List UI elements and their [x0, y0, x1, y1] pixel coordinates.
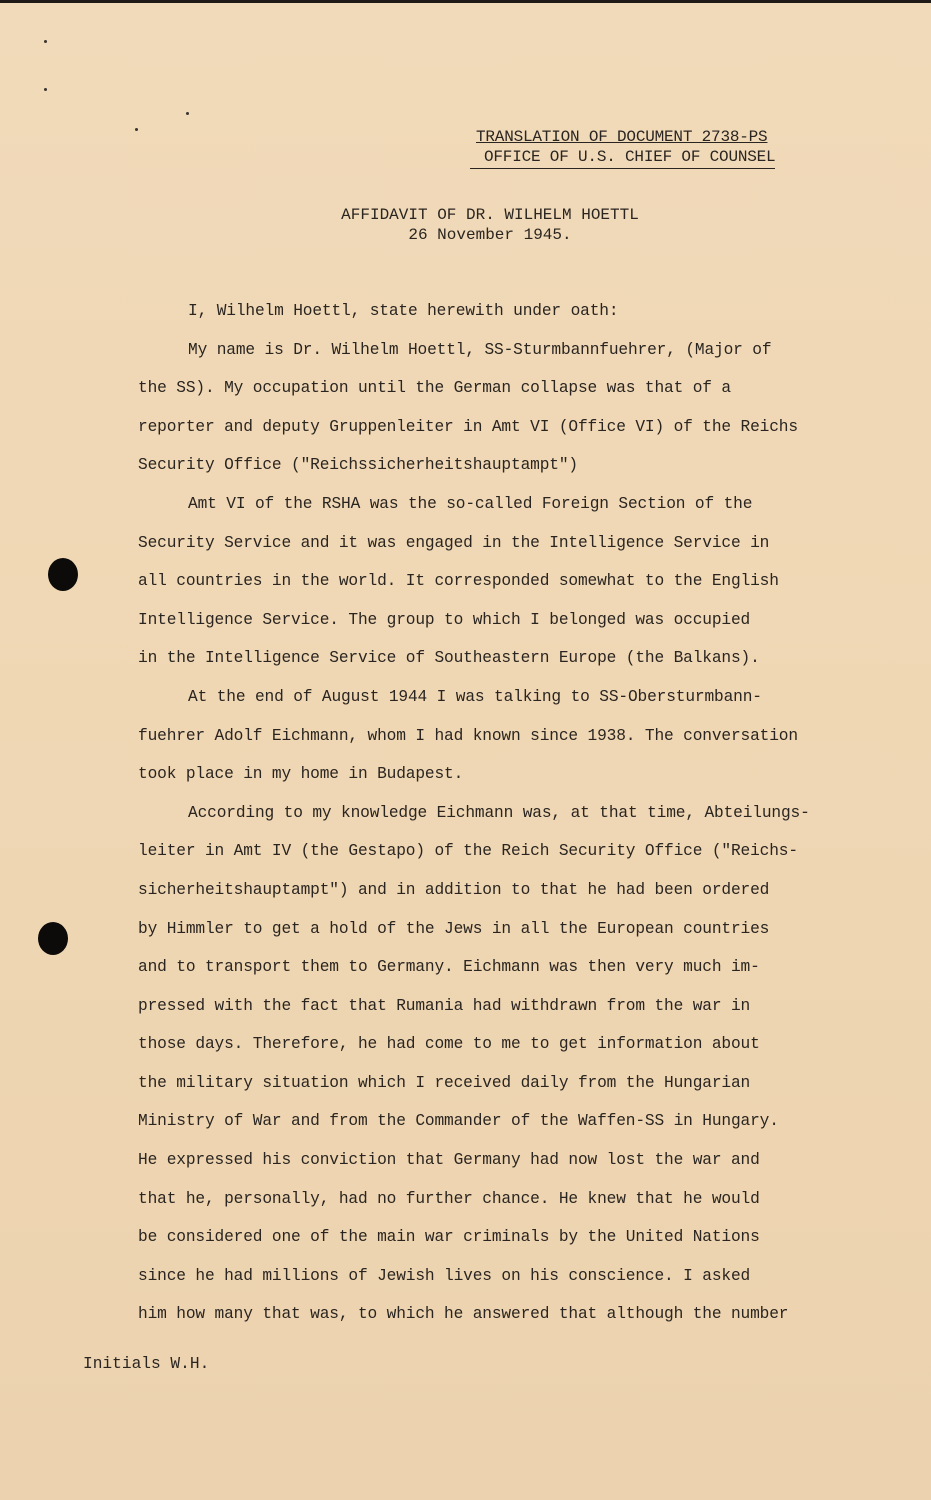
- body-line: the SS). My occupation until the German collapse was that of a: [138, 379, 731, 398]
- body-line: the military situation which I received daily from the Hungarian: [138, 1073, 751, 1092]
- body-line: My name is Dr. Wilhelm Hoettl, SS-Sturmbannfuehrer, (Major of: [188, 340, 772, 359]
- body-line: Ministry of War and from the Commander of the Waffen-SS in Hungary.: [138, 1112, 779, 1131]
- body-line: in the Intelligence Service of Southeastern Europe (the Balkans).: [138, 649, 760, 668]
- title-line: AFFIDAVIT OF DR. WILHELM HOETTL: [341, 206, 639, 224]
- body-line: and to transport them to Germany. Eichmann was then very much im-: [138, 958, 760, 977]
- header-translation-line: TRANSLATION OF DOCUMENT 2738-PS: [476, 128, 768, 146]
- body-line: I, Wilhelm Hoettl, state herewith under oath:: [188, 302, 619, 320]
- body-line: Security Office ("Reichssicherheitshauptampt"): [138, 456, 578, 475]
- header-office-line: OFFICE OF U.S. CHIEF OF COUNSEL: [470, 147, 775, 169]
- affidavit-title: [250, 205, 730, 245]
- paper-speck: [44, 40, 47, 43]
- body-line: reporter and deputy Gruppenleiter in Amt VI (Office VI) of the Reichs: [138, 417, 798, 436]
- body-line: all countries in the world. It corresponded somewhat to the English: [138, 572, 779, 591]
- body-line: At the end of August 1944 I was talking to SS-Obersturmbann-: [188, 687, 762, 706]
- paper-speck: [135, 128, 138, 131]
- body-line: Intelligence Service. The group to which I belonged was occupied: [138, 610, 751, 629]
- body-line: that he, personally, had no further chance. He knew that he would: [138, 1189, 760, 1208]
- footer-initials: Initials W.H.: [83, 1355, 210, 1373]
- body-line: Amt VI of the RSHA was the so-called Foreign Section of the: [188, 494, 753, 513]
- document-header: [470, 127, 790, 169]
- body-line: him how many that was, to which he answered that although the number: [138, 1305, 789, 1324]
- punch-hole-top: [48, 558, 78, 591]
- punch-hole-bottom: [38, 922, 68, 955]
- body-line: leiter in Amt IV (the Gestapo) of the Reich Security Office ("Reichs-: [138, 842, 798, 861]
- body-line: by Himmler to get a hold of the Jews in all the European countries: [138, 919, 770, 938]
- body-line: According to my knowledge Eichmann was, at that time, Abteilungs-: [188, 803, 810, 822]
- paper-speck: [186, 112, 189, 115]
- body-line: pressed with the fact that Rumania had withdrawn from the war in: [138, 996, 751, 1015]
- title-date: 26 November 1945.: [408, 226, 572, 244]
- body-line: fuehrer Adolf Eichmann, whom I had known since 1938. The conversation: [138, 726, 798, 745]
- body-line: Security Service and it was engaged in the Intelligence Service in: [138, 533, 770, 552]
- body-line: sicherheitshauptampt") and in addition to that he had been ordered: [138, 880, 770, 899]
- body-line: be considered one of the main war criminals by the United Nations: [138, 1228, 760, 1247]
- body-line: those days. Therefore, he had come to me to get information about: [138, 1035, 760, 1054]
- body-line: since he had millions of Jewish lives on his conscience. I asked: [138, 1266, 751, 1285]
- body-line: took place in my home in Budapest.: [138, 765, 464, 784]
- body-line: He expressed his conviction that Germany had now lost the war and: [138, 1151, 760, 1170]
- affidavit-body: [138, 298, 828, 1340]
- paper-speck: [44, 88, 47, 91]
- top-edge-rule: [0, 0, 931, 3]
